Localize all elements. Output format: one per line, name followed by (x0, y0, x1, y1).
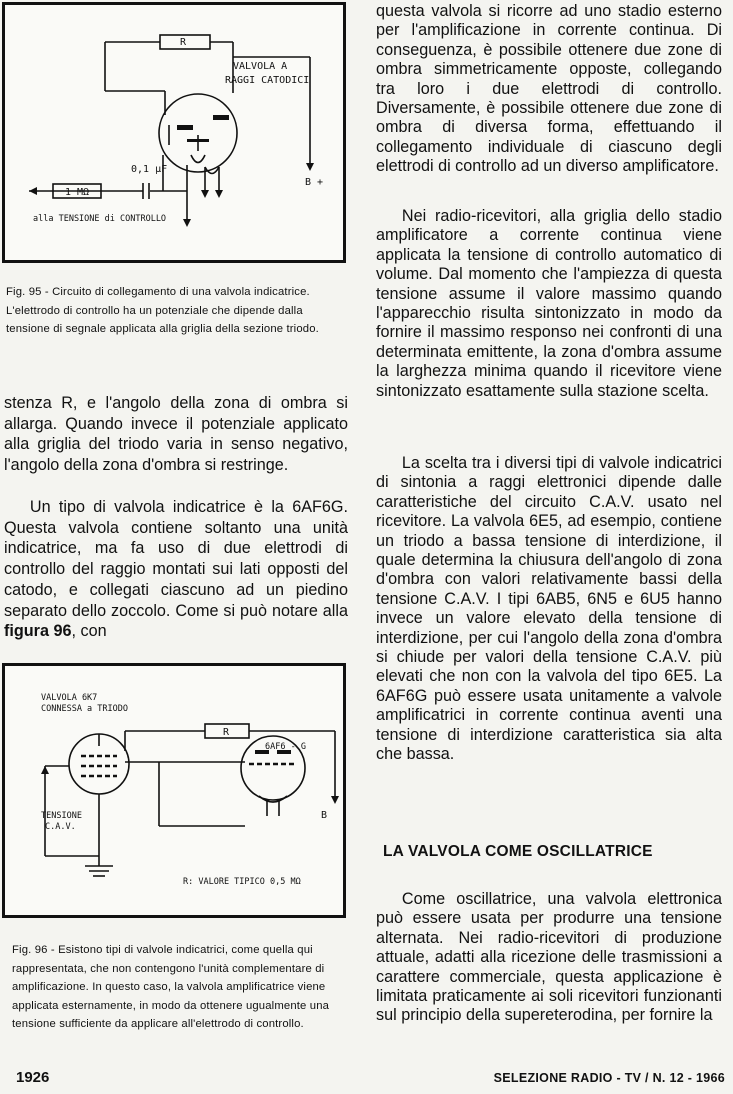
left-paragraph-2-text: Un tipo di valvola indicatrice è la 6AF6G. Questa valvola contiene soltanto una unità indicatrice, ma fa uso di due elettrodi di controllo del raggio montati sui lati opposti del catodo, e collegati ciascuno ad un piedino separato dello zoccolo. Come si può notare alla (4, 498, 348, 620)
circuit-diagram-96 (5, 666, 343, 915)
circuit-diagram-95 (5, 5, 343, 260)
fig96-label-valve2: CONNESSA a TRIODO (41, 704, 128, 714)
left-paragraph-2 (4, 497, 348, 642)
figure-95-caption: Fig. 95 - Circuito di collegamento di una valvola indicatrice. L'elettrodo di controllo ha un potenziale che dipende dalla tensione di segnale applicata alla griglia della sezione triodo. (6, 286, 319, 335)
left-paragraph-2-end: , con (71, 622, 107, 641)
fig96-label-tension1: TENSIONE (41, 811, 82, 821)
right-paragraph-4: Come oscillatrice, una valvola elettronica può essere usata per produrre una tensione alternata. Nei radio-ricevitori di produzione attuale, adatti alla ricezione delle trasmissioni a carattere commerciale, questa applicazione è limitata praticamente ai soli ricevitori funzionanti sul principio della supereterodina, per fornire la (376, 890, 722, 1025)
fig95-label-bplus: B + (305, 177, 324, 188)
right-paragraph-1: questa valvola si ricorre ad uno stadio esterno per l'amplificazione in corrente continua. Di conseguenza, è possibile ottenere due zone di ombra simmetricamente opposte, collegando tra loro i due elettrodi di controllo. Diversamente, è possibile ottenere due zone di ombra di diversa forma, effettuando il collegamento individuale di ciascuno degli elettrodi di controllo ad un diverso amplificatore. (376, 2, 722, 176)
left-paragraph-1: stenza R, e l'angolo della zona di ombra si allarga. Quando invece il potenziale applicato alla griglia del triodo varia in senso negativo, l'angolo della zona d'ombra si restringe. (4, 394, 348, 475)
fig96-label-b: B (321, 810, 328, 821)
fig96-label-tube: 6AF6 - G (265, 742, 306, 752)
figure-96-caption: Fig. 96 - Esistono tipi di valvole indicatrici, come quella qui rappresentata, che non contengono l'unità complementare di amplificazione. In questo caso, la valvola amplificatrice viene applicata esternamente, in modo da ottenere ugualmente una tensione sufficiente da applicare all'elettrodo di controllo. (12, 944, 330, 1030)
fig96-label-note: R: VALORE TIPICO 0,5 MΩ (183, 877, 301, 887)
fig95-label-title2: RAGGI CATODICI (225, 75, 310, 86)
fig95-label-control: alla TENSIONE di CONTROLLO (33, 214, 167, 224)
fig95-label-title1: VALVOLA A (233, 61, 288, 72)
right-column-top (376, 2, 722, 177)
fig96-label-valve1: VALVOLA 6K7 (41, 693, 98, 703)
right-paragraph-2: Nei radio-ricevitori, alla griglia dello stadio amplificatore a corrente continua viene applicata la tensione di controllo automatico di volume. Dal momento che l'ampiezza di questa tensione assume il valore massimo quando l'apparecchio risulta sintonizzato in modo da fornire il massimo responso nei confronti di una determinata emittente, la zona d'ombra assume la larghezza minima quando il ricevitore viene sintonizzato esattamente sulla stazione scelta. (376, 207, 722, 400)
fig96-label-r: R (223, 727, 230, 738)
fig95-label-1m: 1 MΩ (65, 187, 90, 198)
fig95-label-capacitor: 0,1 μF (131, 164, 168, 175)
left-column-upper (4, 393, 348, 476)
right-column-bottom (376, 890, 722, 1026)
fig95-label-r: R (180, 37, 187, 48)
right-column-mid (376, 207, 722, 401)
left-column-lower (4, 497, 348, 642)
figure-95-diagram (2, 2, 346, 263)
section-heading: LA VALVOLA COME OSCILLATRICE (383, 843, 653, 860)
page-number: 1926 (16, 1069, 50, 1086)
fig96-label-tension2: C.A.V. (45, 822, 76, 832)
figure-96-diagram (2, 663, 346, 918)
right-column-lower (376, 454, 722, 765)
figure-96-reference: figura 96 (4, 622, 72, 641)
journal-footer: SELEZIONE RADIO - TV / N. 12 - 1966 (493, 1071, 725, 1085)
right-paragraph-3: La scelta tra i diversi tipi di valvole indicatrici di sintonia a raggi elettronici dipende dalle caratteristiche del circuito C.A.V. usato nel ricevitore. La valvola 6E5, ad esempio, contiene un triodo a bassa tensione di interdizione, il quale determina la chiusura dell'angolo di zona d'ombra con valori relativamente bassi della tensione C.A.V. I tipi 6AB5, 6N5 e 6U5 hanno invece un valore elevato della tensione di interdizione, per cui l'angolo della zona d'ombra si chiude per valori della tensione C.A.V. più elevati che non con la valvola del tipo 6E5. La 6AF6G può essere usata unitamente a valvole amplificatrici in corrente continua aventi una tensione di interdizione caratteristica sia alta che bassa. (376, 454, 722, 764)
